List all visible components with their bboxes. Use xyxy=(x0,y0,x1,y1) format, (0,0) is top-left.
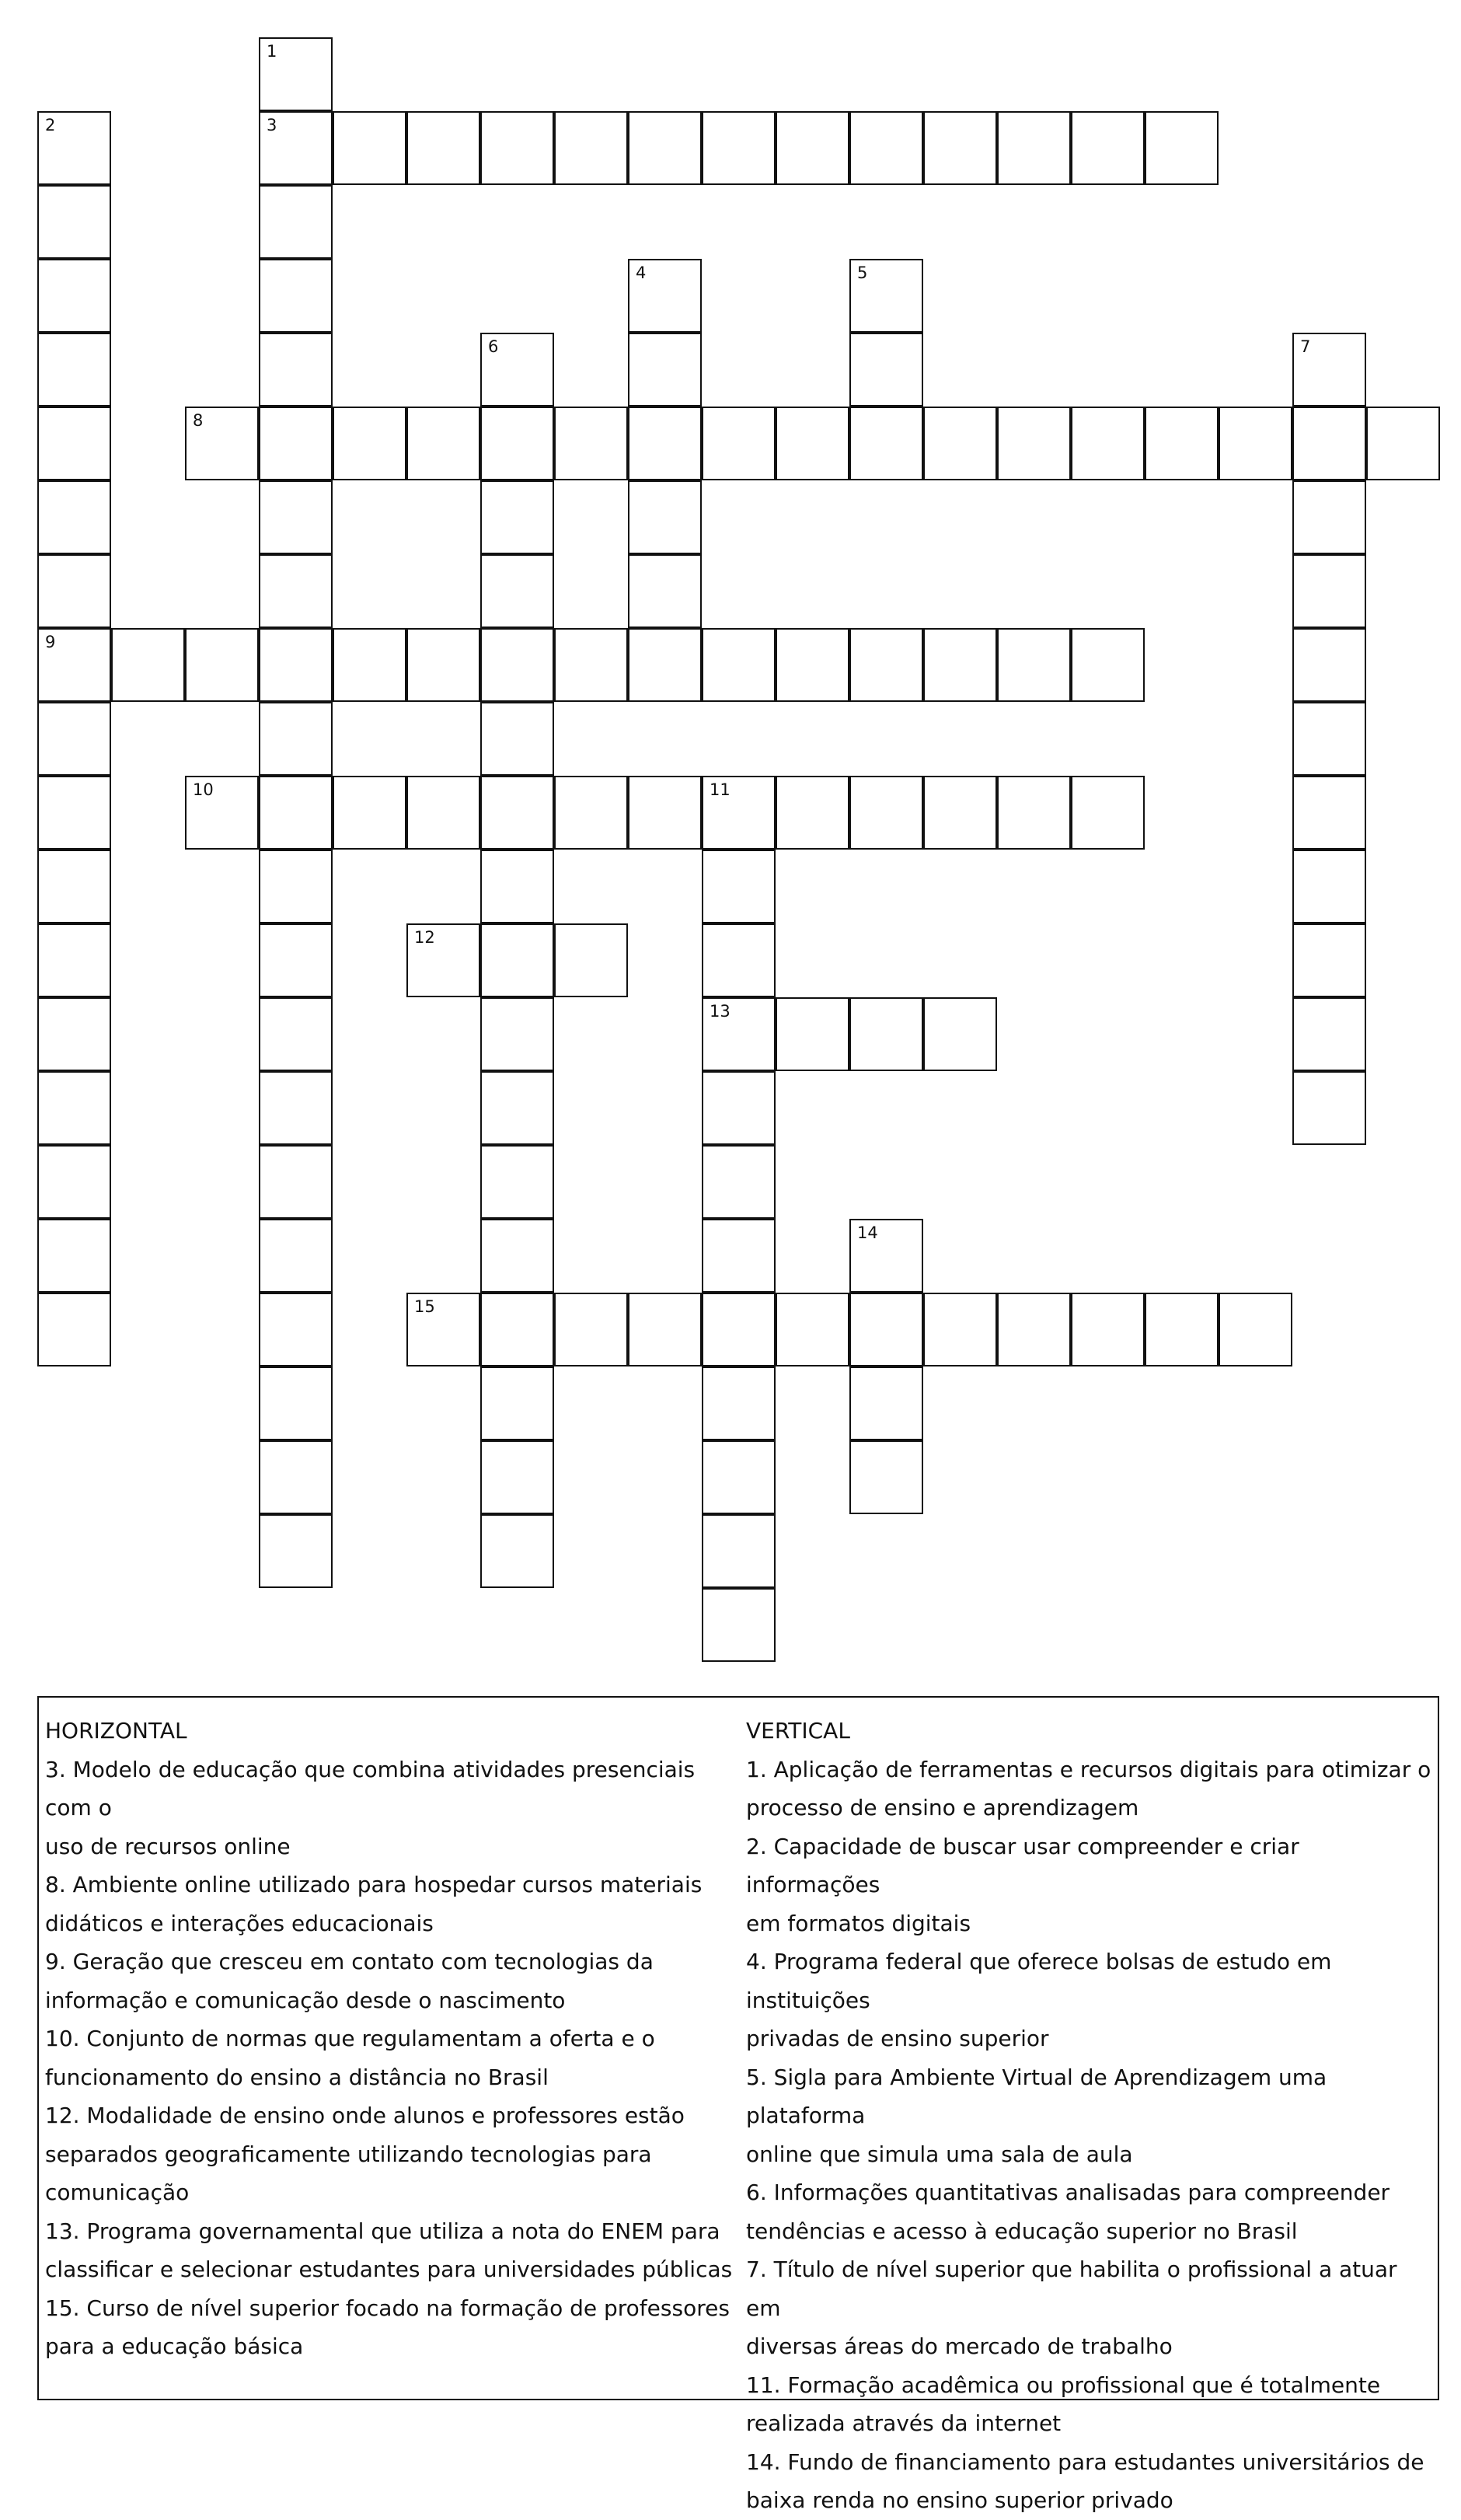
grid-cell[interactable] xyxy=(1071,1293,1145,1366)
clue-line: 8. Ambiente online utilizado para hospedar cursos materiais xyxy=(45,1872,703,1897)
grid-cell[interactable] xyxy=(259,1145,333,1219)
grid-cell[interactable] xyxy=(333,628,406,702)
grid-cell[interactable] xyxy=(259,776,333,850)
grid-cell[interactable] xyxy=(554,111,628,185)
grid-cell[interactable] xyxy=(702,1514,776,1588)
clue-number: 10 xyxy=(193,780,214,799)
grid-cell[interactable] xyxy=(259,185,333,259)
clue-line: 4. Programa federal que oferece bolsas de estudo em instituições xyxy=(746,1949,1332,2013)
grid-cell[interactable] xyxy=(1292,776,1366,850)
grid-cell[interactable] xyxy=(1292,554,1366,628)
grid-cell[interactable] xyxy=(37,1145,111,1219)
clue-number: 15 xyxy=(414,1297,435,1316)
grid-cell[interactable] xyxy=(37,554,111,628)
grid-cell[interactable] xyxy=(406,628,480,702)
grid-cell[interactable] xyxy=(1292,1071,1366,1145)
grid-cell[interactable] xyxy=(480,628,554,702)
clue-number: 4 xyxy=(636,264,647,282)
grid-cell[interactable] xyxy=(480,1514,554,1588)
grid-cell[interactable] xyxy=(628,259,702,333)
grid-cell[interactable] xyxy=(849,259,923,333)
clue-number: 12 xyxy=(414,928,435,947)
clue-line: para a educação básica xyxy=(45,2333,304,2359)
grid-cell[interactable] xyxy=(480,407,554,480)
grid-cell[interactable] xyxy=(849,628,923,702)
grid-cell[interactable] xyxy=(259,1440,333,1514)
clue-line: 6. Informações quantitativas analisadas para compreender xyxy=(746,2180,1390,2205)
grid-cell[interactable] xyxy=(628,776,702,850)
clue-line: informação e comunicação desde o nascimento xyxy=(45,1987,566,2013)
grid-cell[interactable] xyxy=(702,923,776,997)
grid-cell[interactable] xyxy=(259,333,333,407)
clue-line: didáticos e interações educacionais xyxy=(45,1910,434,1936)
grid-cell[interactable] xyxy=(259,997,333,1071)
clue-line: 11. Formação acadêmica ou profissional que é totalmente xyxy=(746,2372,1381,2398)
grid-cell[interactable] xyxy=(702,111,776,185)
grid-cell[interactable] xyxy=(776,997,849,1071)
grid-cell[interactable] xyxy=(259,480,333,554)
grid-cell[interactable] xyxy=(1071,776,1145,850)
grid-cell[interactable] xyxy=(480,333,554,407)
grid-cell[interactable] xyxy=(628,333,702,407)
clue-number: 1 xyxy=(267,42,277,61)
grid-cell[interactable] xyxy=(259,259,333,333)
clue-number: 6 xyxy=(488,337,499,356)
grid-cell[interactable] xyxy=(37,1293,111,1366)
grid-cell[interactable] xyxy=(37,185,111,259)
grid-cell[interactable] xyxy=(259,111,333,185)
grid-cell[interactable] xyxy=(480,1219,554,1293)
grid-cell[interactable] xyxy=(554,407,628,480)
grid-cell[interactable] xyxy=(480,1071,554,1145)
grid-cell[interactable] xyxy=(185,628,259,702)
vertical-clues xyxy=(746,1712,1438,2520)
grid-cell[interactable] xyxy=(628,628,702,702)
grid-cell[interactable] xyxy=(1292,480,1366,554)
clue-line: realizada através da internet xyxy=(746,2410,1062,2436)
clue-number: 11 xyxy=(710,780,730,799)
grid-cell[interactable] xyxy=(111,628,185,702)
clue-number: 3 xyxy=(267,116,277,134)
grid-cell[interactable] xyxy=(554,923,628,997)
grid-cell[interactable] xyxy=(259,1514,333,1588)
horizontal-heading: HORIZONTAL xyxy=(45,1718,187,1743)
grid-cell[interactable] xyxy=(997,628,1071,702)
clue-line: online que simula uma sala de aula xyxy=(746,2141,1133,2167)
grid-cell[interactable] xyxy=(37,407,111,480)
clue-line: 3. Modelo de educação que combina atividades presenciais com o xyxy=(45,1756,696,1820)
grid-cell[interactable] xyxy=(849,407,923,480)
clue-line: privadas de ensino superior xyxy=(746,2026,1049,2051)
grid-cell[interactable] xyxy=(776,776,849,850)
grid-cell[interactable] xyxy=(849,1440,923,1514)
clue-line: 9. Geração que cresceu em contato com tecnologias da xyxy=(45,1949,654,1974)
clue-line: 13. Programa governamental que utiliza a nota do ENEM para xyxy=(45,2218,720,2244)
grid-cell[interactable] xyxy=(702,628,776,702)
grid-cell[interactable] xyxy=(1292,628,1366,702)
clue-line: 5. Sigla para Ambiente Virtual de Aprendizagem uma plataforma xyxy=(746,2064,1327,2128)
grid-cell[interactable] xyxy=(1145,407,1219,480)
grid-cell[interactable] xyxy=(37,1219,111,1293)
grid-cell[interactable] xyxy=(1219,1293,1292,1366)
grid-cell[interactable] xyxy=(37,259,111,333)
grid-cell[interactable] xyxy=(776,407,849,480)
clue-number: 13 xyxy=(710,1002,730,1021)
clue-line: 14. Fundo de financiamento para estudantes universitários de xyxy=(746,2448,1424,2475)
grid-cell[interactable] xyxy=(480,702,554,776)
clue-line: 12. Modalidade de ensino onde alunos e professores estão xyxy=(45,2103,685,2128)
grid-cell[interactable] xyxy=(628,554,702,628)
clue-line: processo de ensino e aprendizagem xyxy=(746,1795,1139,1820)
grid-cell[interactable] xyxy=(37,702,111,776)
clue-line: 1. Aplicação de ferramentas e recursos digitais para otimizar o xyxy=(746,1756,1431,1782)
grid-cell[interactable] xyxy=(259,1219,333,1293)
grid-cell[interactable] xyxy=(849,111,923,185)
grid-cell[interactable] xyxy=(554,628,628,702)
grid-cell[interactable] xyxy=(37,333,111,407)
grid-cell[interactable] xyxy=(923,776,997,850)
grid-cell[interactable] xyxy=(259,923,333,997)
grid-cell[interactable] xyxy=(37,628,111,702)
clues-box xyxy=(37,1696,1439,2513)
grid-cell[interactable] xyxy=(1366,407,1440,480)
grid-cell[interactable] xyxy=(997,111,1071,185)
grid-cell[interactable] xyxy=(1145,111,1219,185)
clue-line: comunicação xyxy=(45,2180,190,2205)
grid-cell[interactable] xyxy=(776,628,849,702)
clue-line: 7. Título de nível superior que habilita o profissional a atuar em xyxy=(746,2256,1397,2321)
grid-cell[interactable] xyxy=(702,1440,776,1514)
grid-cell[interactable] xyxy=(1071,111,1145,185)
grid-cell[interactable] xyxy=(702,1145,776,1219)
grid-cell[interactable] xyxy=(37,850,111,923)
grid-cell[interactable] xyxy=(923,997,997,1071)
grid-cell[interactable] xyxy=(1145,1293,1219,1366)
grid-cell[interactable] xyxy=(776,1293,849,1366)
grid-cell[interactable] xyxy=(628,480,702,554)
grid-cell[interactable] xyxy=(923,407,997,480)
grid-cell[interactable] xyxy=(406,776,480,850)
clue-number: 5 xyxy=(857,264,868,282)
grid-cell[interactable] xyxy=(702,1366,776,1440)
grid-cell[interactable] xyxy=(849,997,923,1071)
grid-cell[interactable] xyxy=(259,37,333,111)
grid-cell[interactable] xyxy=(406,111,480,185)
clue-line: diversas áreas do mercado de trabalho xyxy=(746,2333,1173,2359)
clue-line: uso de recursos online xyxy=(45,1833,291,1859)
grid-cell[interactable] xyxy=(849,1366,923,1440)
grid-cell[interactable] xyxy=(259,628,333,702)
grid-cell[interactable] xyxy=(406,1293,480,1366)
grid-cell[interactable] xyxy=(185,776,259,850)
grid-cell[interactable] xyxy=(849,776,923,850)
grid-cell[interactable] xyxy=(333,407,406,480)
grid-cell[interactable] xyxy=(923,111,997,185)
grid-cell[interactable] xyxy=(185,407,259,480)
grid-cell[interactable] xyxy=(702,997,776,1071)
clue-line: em formatos digitais xyxy=(746,1910,971,1936)
clue-line: separados geograficamente utilizando tecnologias para xyxy=(45,2141,652,2167)
clue-number: 7 xyxy=(1300,337,1311,356)
grid-cell[interactable] xyxy=(333,111,406,185)
grid-cell[interactable] xyxy=(702,1071,776,1145)
grid-cell[interactable] xyxy=(259,1071,333,1145)
clue-line: 10. Conjunto de normas que regulamentam a oferta e o xyxy=(45,2026,655,2051)
grid-cell[interactable] xyxy=(554,776,628,850)
grid-cell[interactable] xyxy=(480,111,554,185)
horizontal-clues xyxy=(45,1712,741,2366)
grid-cell[interactable] xyxy=(480,923,554,997)
grid-cell[interactable] xyxy=(406,407,480,480)
grid-cell[interactable] xyxy=(1071,407,1145,480)
grid-cell[interactable] xyxy=(849,1219,923,1293)
grid-cell[interactable] xyxy=(480,850,554,923)
grid-cell[interactable] xyxy=(702,407,776,480)
grid-cell[interactable] xyxy=(1292,923,1366,997)
grid-cell[interactable] xyxy=(1292,702,1366,776)
grid-cell[interactable] xyxy=(997,1293,1071,1366)
grid-cell[interactable] xyxy=(702,776,776,850)
clue-line: tendências e acesso à educação superior no Brasil xyxy=(746,2218,1298,2244)
grid-cell[interactable] xyxy=(923,1293,997,1366)
grid-cell[interactable] xyxy=(406,923,480,997)
grid-cell[interactable] xyxy=(1219,407,1292,480)
grid-cell[interactable] xyxy=(333,776,406,850)
grid-cell[interactable] xyxy=(702,1588,776,1662)
grid-cell[interactable] xyxy=(480,997,554,1071)
grid-cell[interactable] xyxy=(554,1293,628,1366)
clue-number: 14 xyxy=(857,1223,878,1242)
grid-cell[interactable] xyxy=(702,1293,776,1366)
clue-line: baixa renda no ensino superior privado xyxy=(746,2487,1173,2513)
clue-line: 15. Curso de nível superior focado na formação de professores xyxy=(45,2295,730,2321)
grid-cell[interactable] xyxy=(1292,997,1366,1071)
grid-cell[interactable] xyxy=(480,776,554,850)
grid-cell[interactable] xyxy=(1071,628,1145,702)
grid-cell[interactable] xyxy=(259,702,333,776)
grid-cell[interactable] xyxy=(480,480,554,554)
grid-cell[interactable] xyxy=(259,554,333,628)
grid-cell[interactable] xyxy=(628,111,702,185)
grid-cell[interactable] xyxy=(37,997,111,1071)
grid-cell[interactable] xyxy=(849,1293,923,1366)
grid-cell[interactable] xyxy=(628,1293,702,1366)
clue-number: 2 xyxy=(45,116,56,134)
clue-line: funcionamento do ensino a distância no Brasil xyxy=(45,2064,549,2090)
grid-cell[interactable] xyxy=(37,776,111,850)
grid-cell[interactable] xyxy=(259,1366,333,1440)
grid-cell[interactable] xyxy=(997,407,1071,480)
grid-cell[interactable] xyxy=(37,111,111,185)
grid-cell[interactable] xyxy=(1292,333,1366,407)
grid-cell[interactable] xyxy=(702,1219,776,1293)
grid-cell[interactable] xyxy=(259,407,333,480)
grid-cell[interactable] xyxy=(480,1366,554,1440)
grid-cell[interactable] xyxy=(776,111,849,185)
vertical-heading: VERTICAL xyxy=(746,1718,850,1743)
grid-cell[interactable] xyxy=(480,1145,554,1219)
clue-line: 2. Capacidade de buscar usar compreender e criar informações xyxy=(746,1833,1299,1897)
grid-cell[interactable] xyxy=(480,554,554,628)
grid-cell[interactable] xyxy=(37,1071,111,1145)
clue-number: 8 xyxy=(193,411,204,430)
grid-cell[interactable] xyxy=(997,776,1071,850)
clue-line: classificar e selecionar estudantes para universidades públicas xyxy=(45,2256,733,2282)
grid-cell[interactable] xyxy=(259,850,333,923)
grid-cell[interactable] xyxy=(480,1293,554,1366)
grid-cell[interactable] xyxy=(37,480,111,554)
grid-cell[interactable] xyxy=(37,923,111,997)
grid-cell[interactable] xyxy=(849,333,923,407)
grid-cell[interactable] xyxy=(1292,407,1366,480)
grid-cell[interactable] xyxy=(923,628,997,702)
grid-cell[interactable] xyxy=(628,407,702,480)
grid-cell[interactable] xyxy=(702,850,776,923)
grid-cell[interactable] xyxy=(259,1293,333,1366)
grid-cell[interactable] xyxy=(1292,850,1366,923)
clue-number: 9 xyxy=(45,633,56,651)
grid-cell[interactable] xyxy=(480,1440,554,1514)
